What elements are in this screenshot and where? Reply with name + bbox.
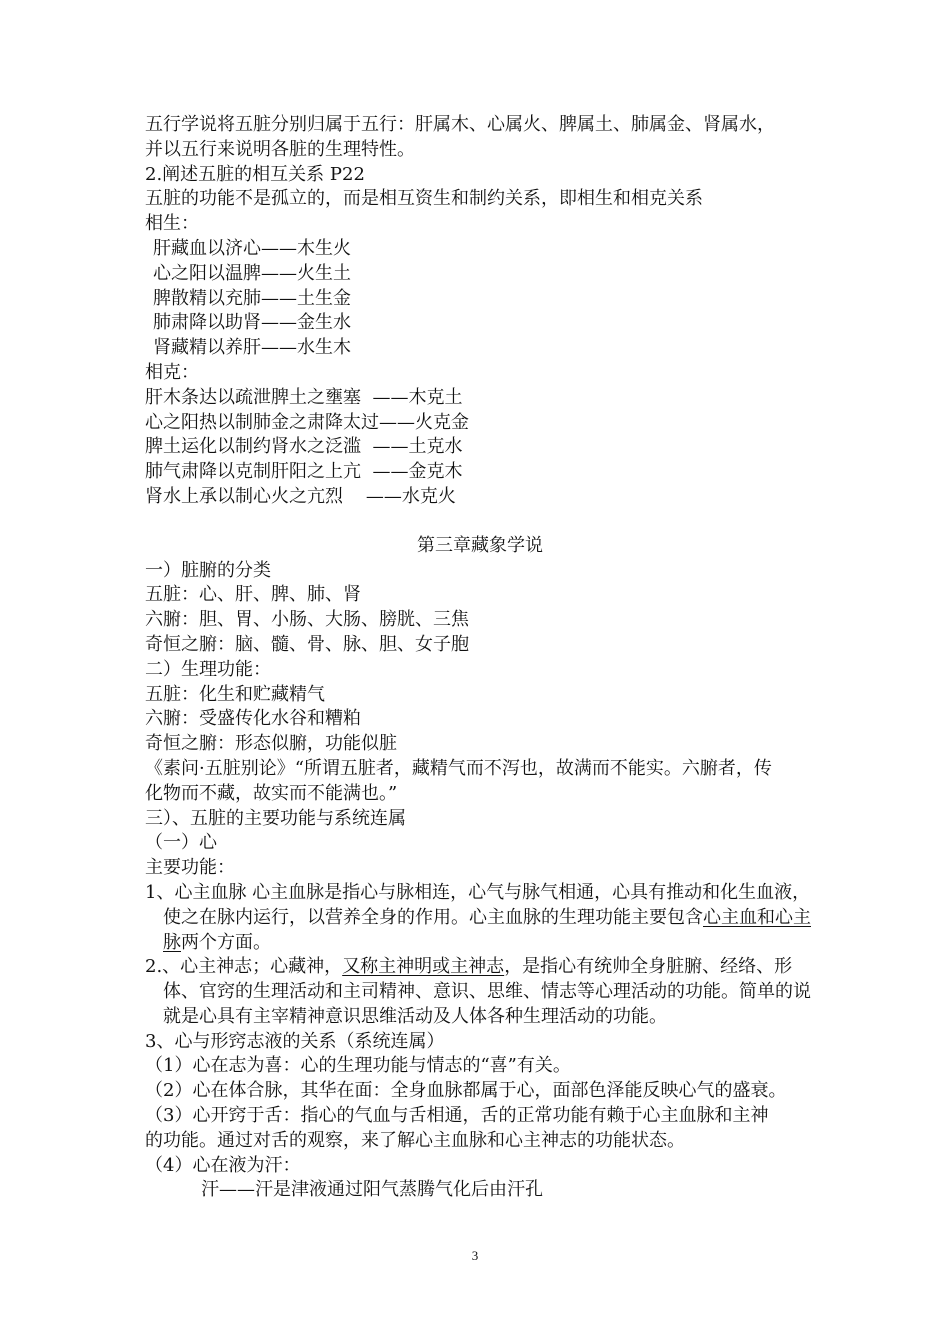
paragraph-text: 1、心主血脉 心主血脉是指心与脉相连，心气与脉气相通，心具有推动和化生血液，使之在脉内运行，以营养全身的作用。心主血脉的生理功能主要包含 (145, 881, 811, 928)
paragraph-text: 两个方面。 (181, 931, 271, 953)
generation-item: 心之阳以温脾——火生土 (153, 262, 351, 284)
document-page (145, 113, 815, 1203)
generation-item: 肾藏精以养肝——水生木 (153, 337, 351, 359)
text-line: （1）心在志为喜：心的生理功能与情志的“喜”有关。 (145, 1055, 571, 1077)
text-line: 的功能。通过对舌的观察，来了解心主血脉和心主神志的功能状态。 (145, 1129, 685, 1151)
restriction-item: 肺气肃降以克制肝阳之上亢 ——金克木 (145, 461, 463, 483)
page-number: 3 (471, 1248, 479, 1263)
restriction-item: 心之阳热以制肺金之肃降太过——火克金 (145, 411, 469, 433)
text-line: 五脏的功能不是孤立的，而是相互资生和制约关系，即相生和相克关系 (145, 188, 703, 210)
text-line: （3）心开窍于舌：指心的气血与舌相通，舌的正常功能有赖于心主血脉和主神 (145, 1105, 769, 1127)
text-line: 并以五行来说明各脏的生理特性。 (145, 138, 415, 160)
restriction-item: 肾水上承以制心火之亢烈 ——水克火 (145, 485, 456, 507)
text-line: 六腑：胆、胃、小肠、大肠、膀胱、三焦 (145, 609, 469, 631)
underlined-text: 心主血和心主脉 (163, 906, 811, 953)
section-heading: 二）生理功能： (145, 658, 271, 680)
text-line: （2）心在体合脉，其华在面：全身血脉都属于心，面部色泽能反映心气的盛衰。 (145, 1080, 787, 1102)
subheading-restriction: 相克： (145, 361, 199, 383)
restriction-item: 脾土运化以制约肾水之泛滥 ——土克水 (145, 436, 463, 458)
restriction-item: 肝木条达以疏泄脾土之壅塞 ——木克土 (145, 386, 463, 408)
text-line: 奇恒之腑：脑、髓、骨、脉、胆、女子胞 (145, 633, 469, 655)
generation-item: 脾散精以充肺——土生金 (153, 287, 351, 309)
quote-line: 《素问·五脏别论》“所谓五脏者，藏精气而不泻也，故满而不能实。六腑者，传 (145, 757, 772, 779)
chapter-title: 第三章藏象学说 (417, 534, 543, 556)
generation-item: 肝藏血以济心——木生火 (153, 237, 351, 259)
paragraph-text: ，是指心有统帅全身脏腑、经络、形体、官窍的生理活动和主司精神、意识、思维、情志等心理活动的功能。简单的说就是心具有主宰精神意识思维活动及人体各种生理活动的功能。 (163, 956, 811, 1027)
paragraph-heart-blood (145, 881, 815, 955)
subheading-generation: 相生： (145, 213, 199, 235)
underlined-text: 又称主神明或主神志 (342, 956, 505, 978)
subsection-heading: （一）心 (145, 832, 217, 854)
quote-line: 化物而不藏，故实而不能满也。” (145, 782, 398, 804)
text-line: 五行学说将五脏分别归属于五行：肝属木、心属火、脾属土、肺属金、肾属水， (145, 114, 775, 135)
text-line: 五脏：心、肝、脾、肺、肾 (145, 584, 361, 606)
text-line: 奇恒之腑：形态似腑，功能似脏 (145, 733, 397, 755)
section-heading: 三）、五脏的主要功能与系统连属 (145, 807, 406, 829)
paragraph-heart-spirit (145, 955, 815, 1029)
text-line: 六腑：受盛传化水谷和糟粕 (145, 708, 361, 730)
section-heading: 2.阐述五脏的相互关系 P22 (145, 163, 365, 185)
text-line: 主要功能： (145, 857, 235, 879)
text-line: 汗——汗是津液通过阳气蒸腾气化后由汗孔 (201, 1179, 543, 1201)
paragraph-text: 2.、心主神志；心藏神， (145, 956, 343, 978)
section-heading: 一）脏腑的分类 (145, 559, 271, 581)
text-line: 3、心与形窍志液的关系（系统连属） (145, 1030, 445, 1052)
text-line: （4）心在液为汗： (145, 1154, 301, 1176)
generation-item: 肺肃降以助肾——金生水 (153, 312, 351, 334)
text-line: 五脏：化生和贮藏精气 (145, 683, 325, 705)
